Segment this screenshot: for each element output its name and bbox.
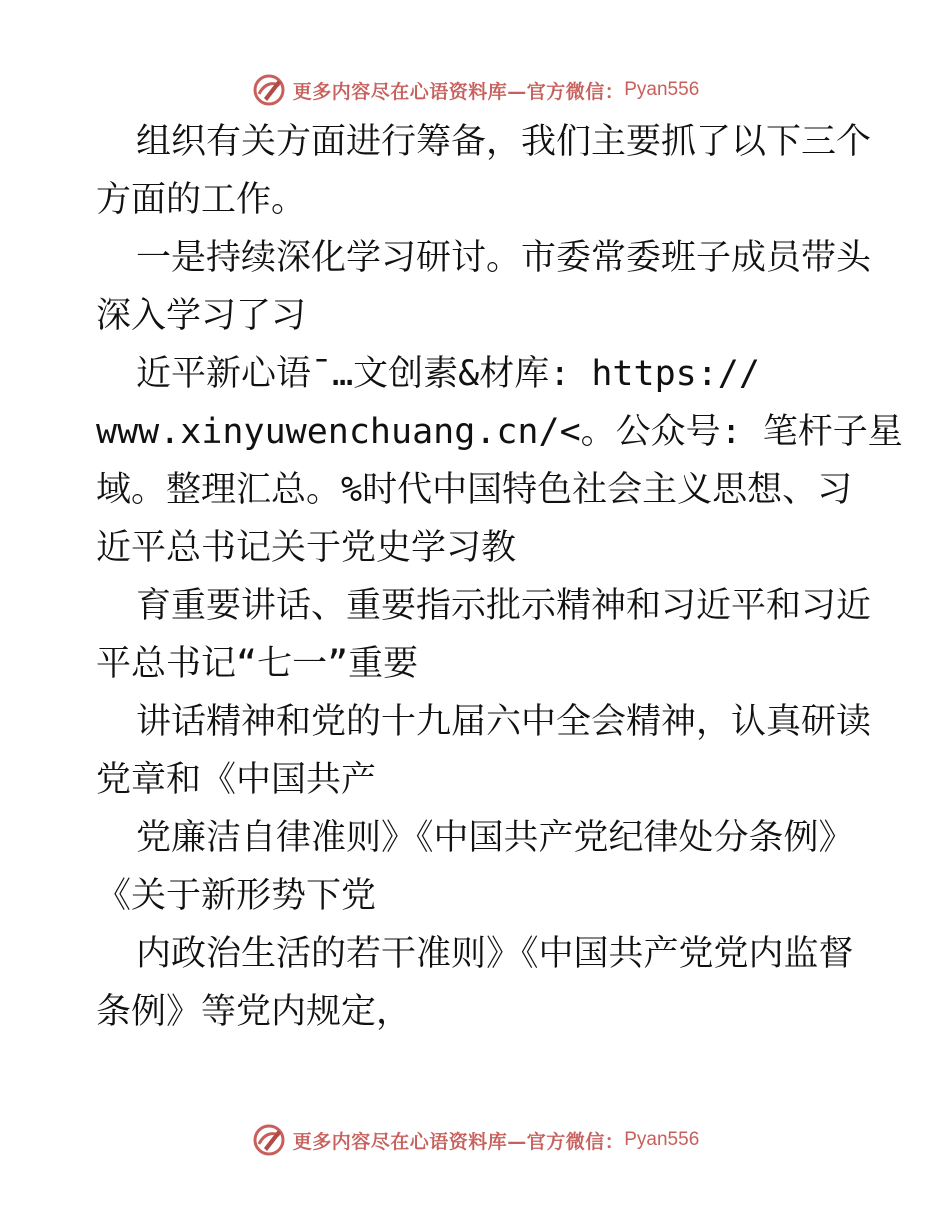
body-line-15: 内政治生活的若干准则》《中国共产党党内监督: [136, 934, 854, 974]
body-line-11: 讲话精神和党的十九届六中全会精神，认真研读: [136, 702, 872, 742]
body-line-7: 域。整理汇总。%时代中国特色社会主义思想、习: [96, 470, 853, 510]
body-line-16: 条例》等党内规定，: [96, 992, 412, 1032]
body-line-13: 党廉洁自律准则》《中国共产党纪律处分条例》: [136, 818, 854, 858]
body-line-4: 深入学习了习: [96, 296, 307, 336]
body-line-10: 平总书记“七一”重要: [96, 644, 419, 684]
header-text: 更多内容尽在心语资料库—官方微信：: [292, 80, 625, 103]
body-line-5: 近平新心语¯…文创素&材库: https://: [136, 354, 760, 394]
footer-account: Pyan556: [624, 1129, 700, 1150]
body-line-2: 方面的工作。: [96, 180, 307, 220]
pen-swirl-logo-icon: [251, 1122, 287, 1158]
body-line-6: www.xinyuwenchuang.cn/<。公众号: 笔杆子星: [96, 412, 903, 452]
pen-swirl-logo-icon: [251, 72, 287, 108]
body-line-8: 近平总书记关于党史学习教: [96, 528, 517, 568]
body-line-14: 《关于新形势下党: [96, 876, 377, 916]
body-line-9: 育重要讲话、重要指示批示精神和习近平和习近: [136, 586, 872, 626]
body-line-1: 组织有关方面进行筹备，我们主要抓了以下三个: [136, 122, 872, 162]
header-account: Pyan556: [624, 79, 700, 100]
header-banner: [0, 70, 950, 110]
footer-banner: [0, 1120, 950, 1160]
body-line-12: 党章和《中国共产: [96, 760, 377, 800]
body-line-3: 一是持续深化学习研讨。市委常委班子成员带头: [136, 238, 872, 278]
footer-text: 更多内容尽在心语资料库—官方微信：: [292, 1130, 625, 1153]
